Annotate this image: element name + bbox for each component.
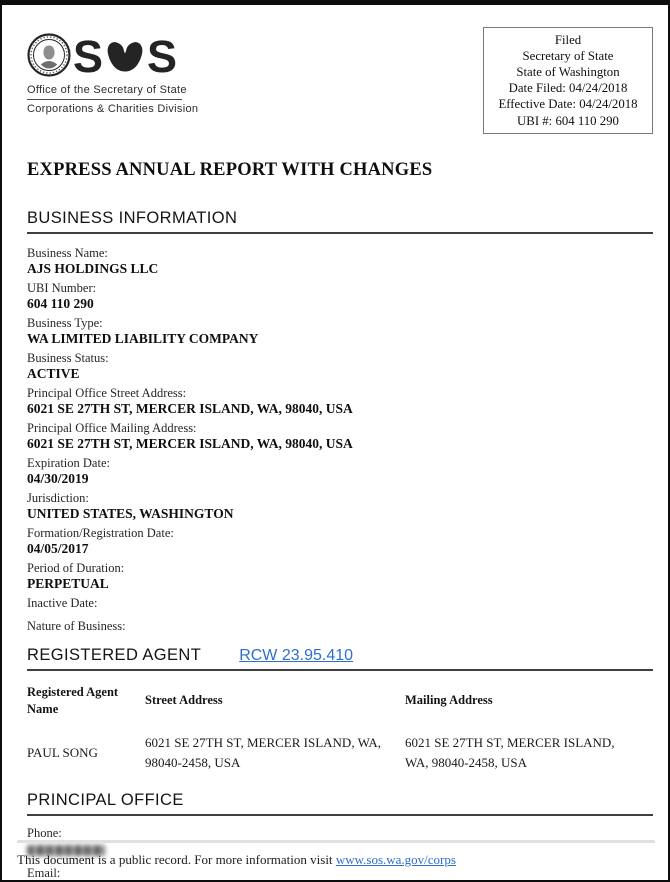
field-value: 04/30/2019 xyxy=(27,470,89,486)
field-label: Nature of Business: xyxy=(27,618,126,633)
field-formation-registration-date xyxy=(27,526,653,557)
date-filed-line: Date Filed: 04/24/2018 xyxy=(508,81,628,96)
document-header xyxy=(27,23,653,134)
effective-date-line: Effective Date: 04/24/2018 xyxy=(498,97,638,112)
field-label: Principal Office Mailing Address: xyxy=(27,420,197,435)
filed-line: Filed xyxy=(554,33,582,47)
registered-agent-heading: REGISTERED AGENT xyxy=(27,645,202,664)
field-label: Principal Office Street Address: xyxy=(27,385,187,400)
office-name-line: Office of the Secretary of State xyxy=(27,84,187,96)
field-label: Jurisdiction: xyxy=(27,490,89,505)
field-value: AJS HOLDINGS LLC xyxy=(27,260,159,276)
field-value: UNITED STATES, WASHINGTON xyxy=(27,505,234,521)
agent-name-cell: PAUL SONG xyxy=(27,745,98,761)
field-value: 604 110 290 xyxy=(27,295,94,311)
field-label: UBI Number: xyxy=(27,280,97,295)
field-value: ACTIVE xyxy=(27,365,80,381)
field-value: 6021 SE 27TH ST, MERCER ISLAND, WA, 98040, USA xyxy=(27,400,353,416)
ubi-number-line: UBI #: 604 110 290 xyxy=(517,113,619,128)
field-principal-office-street-address xyxy=(27,386,653,417)
field-email xyxy=(27,866,653,882)
column-header-mailing-address: Mailing Address xyxy=(405,693,493,708)
field-expiration-date xyxy=(27,456,653,487)
field-value: 6021 SE 27TH ST, MERCER ISLAND, WA, 98040, USA xyxy=(27,435,353,451)
phone-label: Phone: xyxy=(27,826,62,841)
field-business-status xyxy=(27,351,653,382)
document-title: EXPRESS ANNUAL REPORT WITH CHANGES xyxy=(27,159,433,180)
field-jurisdiction xyxy=(27,491,653,522)
sos-website-link[interactable]: www.sos.wa.gov/corps xyxy=(335,852,456,867)
field-label: Expiration Date: xyxy=(27,455,110,470)
agent-street-address-cell: 6021 SE 27TH ST, MERCER ISLAND, WA, 98040-2458, USA xyxy=(145,735,382,770)
document-content xyxy=(2,5,668,882)
washington-seal-icon xyxy=(27,33,71,82)
field-value: PERPETUAL xyxy=(27,575,109,591)
logo-letter-s: S xyxy=(147,31,178,82)
registered-agent-table xyxy=(27,677,653,782)
business-information-heading: BUSINESS INFORMATION xyxy=(27,208,238,227)
principal-office-heading: PRINCIPAL OFFICE xyxy=(27,791,184,810)
field-label: Business Status: xyxy=(27,350,109,365)
field-business-type xyxy=(27,316,653,347)
filed-line: Secretary of State xyxy=(522,49,614,64)
email-label: Email: xyxy=(27,866,61,881)
business-information-fields xyxy=(27,246,653,634)
filed-line: State of Washington xyxy=(516,65,620,80)
washington-state-icon xyxy=(104,38,146,81)
field-label: Period of Duration: xyxy=(27,560,125,575)
field-inactive-date xyxy=(27,596,653,611)
sos-logo-mark xyxy=(27,33,187,81)
field-label: Formation/Registration Date: xyxy=(27,525,174,540)
field-label: Business Type: xyxy=(27,315,103,330)
filing-stamp-box xyxy=(483,27,653,134)
field-ubi-number xyxy=(27,281,653,312)
field-period-of-duration xyxy=(27,561,653,592)
field-value: 04/05/2017 xyxy=(27,540,89,556)
division-name-line: Corporations & Charities Division xyxy=(27,103,199,115)
field-principal-office-mailing-address xyxy=(27,421,653,452)
field-label: Inactive Date: xyxy=(27,595,98,610)
agent-mailing-address-cell: 6021 SE 27TH ST, MERCER ISLAND, WA, 98040-2458, USA xyxy=(405,735,615,770)
field-label: Business Name: xyxy=(27,245,108,260)
column-header-agent-name: Registered Agent Name xyxy=(27,684,119,716)
public-record-footer xyxy=(17,840,655,868)
column-header-street-address: Street Address xyxy=(145,693,223,708)
logo-divider xyxy=(27,99,182,100)
rcw-statute-link[interactable]: RCW 23.95.410 xyxy=(239,646,354,664)
field-business-name xyxy=(27,246,653,277)
footer-text: This document is a public record. For more information visit xyxy=(17,852,336,867)
registered-agent-section-header xyxy=(27,646,653,671)
principal-office-section-header xyxy=(27,791,653,816)
business-information-section-header xyxy=(27,209,653,234)
sos-logo xyxy=(27,31,199,115)
field-value: WA LIMITED LIABILITY COMPANY xyxy=(27,330,259,346)
field-nature-of-business xyxy=(27,619,653,634)
logo-letter-s: S xyxy=(73,31,104,82)
